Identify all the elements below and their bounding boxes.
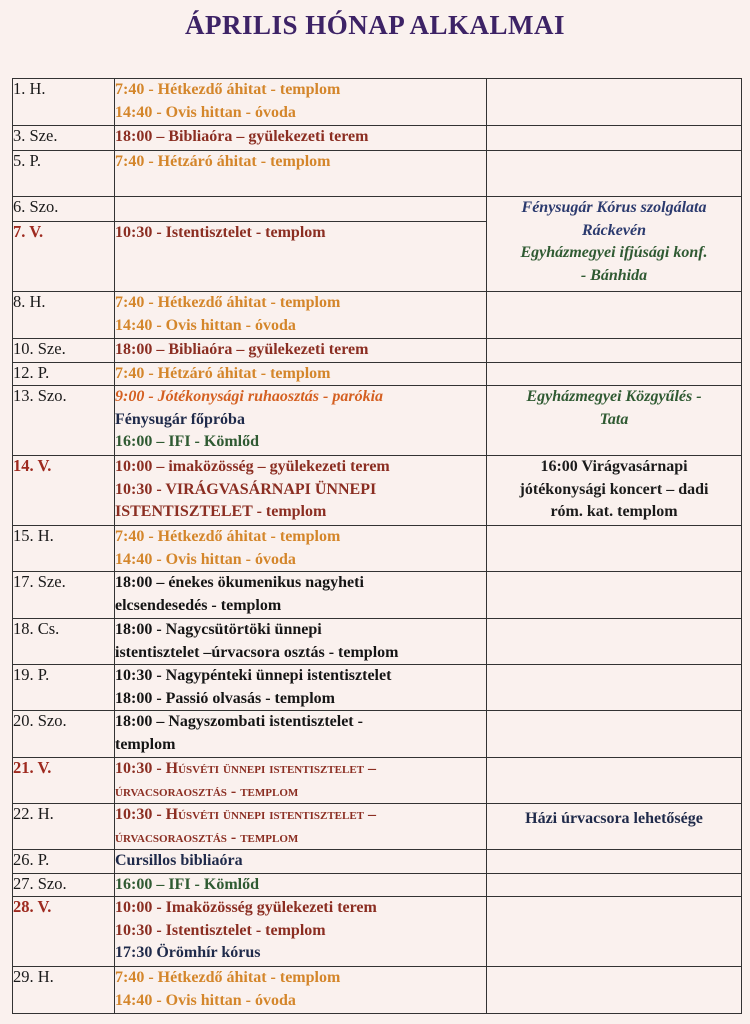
events-cell [115, 873, 487, 897]
event-line: úrvacsoraosztás - templom [115, 782, 299, 800]
note-cell [487, 151, 742, 197]
table-row [13, 292, 742, 339]
note-line: 16:00 Virágvasárnapi [540, 458, 688, 475]
event-line: 10:30 - VIRÁGVASÁRNAPI ÜNNEPI [115, 480, 377, 498]
note-line: Ráckevén [582, 221, 646, 239]
note-cell [487, 619, 742, 665]
note-line: Egyházmegyei Közgyűlés - [526, 388, 702, 405]
table-row [13, 339, 742, 363]
note-cell [487, 572, 742, 619]
note-cell [487, 126, 742, 151]
date-cell: 8. H. [13, 292, 115, 339]
table-row [13, 151, 742, 197]
event-line: 10:30 - Istentisztelet - templom [115, 224, 326, 241]
events-cell [115, 572, 487, 619]
events-cell [115, 619, 487, 665]
event-line: 7:40 - Hétzáró áhitat - templom [115, 364, 331, 382]
table-row [13, 79, 742, 126]
date-cell: 12. P. [13, 362, 115, 386]
note-cell-concert [487, 456, 742, 526]
note-cell [487, 967, 742, 1014]
event-line: 18:00 - Passió olvasás - templom [115, 689, 335, 707]
table-row [13, 362, 742, 386]
note-cell [487, 79, 742, 126]
event-line: 18:00 - Nagycsütörtöki ünnepi [115, 621, 322, 638]
note-cell [487, 526, 742, 572]
events-cell [115, 222, 487, 292]
date-cell: 19. P. [13, 665, 115, 711]
table-row [13, 126, 742, 151]
date-cell: 26. P. [13, 850, 115, 874]
events-cell [115, 456, 487, 526]
events-cell [115, 711, 487, 758]
event-line: 10:00 – imaközösség – gyülekezeti terem [115, 458, 390, 475]
event-line: Fénysugár főpróba [115, 410, 245, 428]
date-cell: 28. V. [13, 897, 115, 967]
date-cell: 14. V. [13, 456, 115, 526]
event-line: Cursillos bibliaóra [115, 852, 243, 869]
date-cell: 7. V. [13, 222, 115, 292]
date-cell: 22. H. [13, 804, 115, 850]
events-cell [115, 386, 487, 456]
note-cell [487, 362, 742, 386]
date-cell: 21. V. [13, 758, 115, 804]
event-line: 7:40 - Hétkezdő áhitat - templom [115, 294, 341, 311]
note-line: Házi úrvacsora lehetősége [525, 810, 703, 827]
event-line: 18:00 – énekes ökumenikus nagyheti [115, 574, 364, 591]
event-line: úrvacsoraosztás - templom [115, 828, 299, 846]
events-cell [115, 362, 487, 386]
event-line: templom [115, 735, 176, 753]
event-line: 14:40 - Ovis hittan - óvoda [115, 316, 296, 334]
note-cell [487, 665, 742, 711]
events-cell [115, 197, 487, 222]
note-line: róm. kat. templom [550, 503, 678, 520]
table-row [13, 897, 742, 967]
note-cell-home-communion [487, 804, 742, 850]
event-line: 10:30 - Istentisztelet - templom [115, 921, 326, 939]
table-row [13, 619, 742, 665]
event-line: ISTENTISZTELET - templom [115, 503, 327, 520]
table-row [13, 197, 742, 222]
table-row [13, 665, 742, 711]
note-line: Fénysugár Kórus szolgálata [521, 199, 707, 216]
note-cell-assembly [487, 386, 742, 456]
schedule-table [12, 78, 742, 1014]
event-line: 7:40 - Hétzáró áhitat - templom [115, 153, 331, 170]
table-row [13, 804, 742, 850]
table-row [13, 456, 742, 526]
table-row [13, 967, 742, 1014]
date-cell: 29. H. [13, 967, 115, 1014]
table-row [13, 758, 742, 804]
event-line: 7:40 - Hétkezdő áhitat - templom [115, 969, 341, 986]
events-cell [115, 339, 487, 363]
event-line: 10:30 - Húsvéti ünnepi istentisztelet – [115, 806, 377, 823]
event-line: 9:00 - Jótékonysági ruhaosztás - parókia [115, 388, 384, 405]
note-cell [487, 850, 742, 874]
events-cell [115, 79, 487, 126]
events-cell [115, 151, 487, 197]
events-cell [115, 850, 487, 874]
note-cell [487, 897, 742, 967]
date-cell: 10. Sze. [13, 339, 115, 363]
date-cell: 1. H. [13, 79, 115, 126]
event-line: 7:40 - Hétkezdő áhitat - templom [115, 81, 341, 98]
note-cell [487, 339, 742, 363]
events-cell [115, 897, 487, 967]
note-line: - Bánhida [580, 266, 648, 284]
note-cell-choir [487, 197, 742, 292]
note-cell [487, 758, 742, 804]
table-row [13, 850, 742, 874]
table-row [13, 572, 742, 619]
page-title: ÁPRILIS HÓNAP ALKALMAI [184, 10, 566, 40]
event-line: 7:40 - Hétkezdő áhitat - templom [115, 528, 341, 545]
date-cell: 5. P. [13, 151, 115, 197]
table-row [13, 711, 742, 758]
events-cell [115, 758, 487, 804]
event-line: 14:40 - Ovis hittan - óvoda [115, 103, 296, 121]
event-line: 17:30 Örömhír kórus [115, 944, 261, 961]
events-cell [115, 665, 487, 711]
event-line: istentisztelet –úrvacsora osztás - templom [115, 643, 399, 661]
event-line: 16:00 – IFI - Kömlőd [115, 875, 259, 893]
event-line: 18:00 – Nagyszombati istentisztelet - [115, 713, 363, 730]
date-cell: 13. Szo. [13, 386, 115, 456]
date-cell: 6. Szo. [13, 197, 115, 222]
events-cell [115, 292, 487, 339]
table-row [13, 526, 742, 572]
date-cell: 15. H. [13, 526, 115, 572]
event-line: 18:00 – Bibliaóra – gyülekezeti terem [115, 128, 369, 145]
date-cell: 3. Sze. [13, 126, 115, 151]
event-line: 10:30 - Húsvéti ünnepi istentisztelet – [115, 760, 377, 777]
table-row [13, 873, 742, 897]
event-line: 14:40 - Ovis hittan - óvoda [115, 991, 296, 1009]
events-cell [115, 526, 487, 572]
event-line: 16:00 – IFI - Kömlőd [115, 433, 259, 450]
note-cell [487, 873, 742, 897]
event-line: 14:40 - Ovis hittan - óvoda [115, 550, 296, 568]
note-cell [487, 711, 742, 758]
note-cell [487, 292, 742, 339]
date-cell: 27. Szo. [13, 873, 115, 897]
note-line: Egyházmegyei ifjúsági konf. [520, 244, 708, 261]
event-line: 18:00 – Bibliaóra – gyülekezeti terem [115, 341, 369, 358]
date-cell: 20. Szo. [13, 711, 115, 758]
event-line: 10:00 - Imaközösség gyülekezeti terem [115, 899, 377, 916]
note-line: Tata [599, 410, 629, 428]
events-cell [115, 804, 487, 850]
date-cell: 17. Sze. [13, 572, 115, 619]
events-cell [115, 967, 487, 1014]
event-line: elcsendesedés - templom [115, 596, 282, 614]
note-line: jótékonysági koncert – dadi [519, 480, 709, 498]
event-line: 10:30 - Nagypénteki ünnepi istentisztelet [115, 667, 392, 684]
events-cell [115, 126, 487, 151]
table-row [13, 386, 742, 456]
date-cell: 18. Cs. [13, 619, 115, 665]
